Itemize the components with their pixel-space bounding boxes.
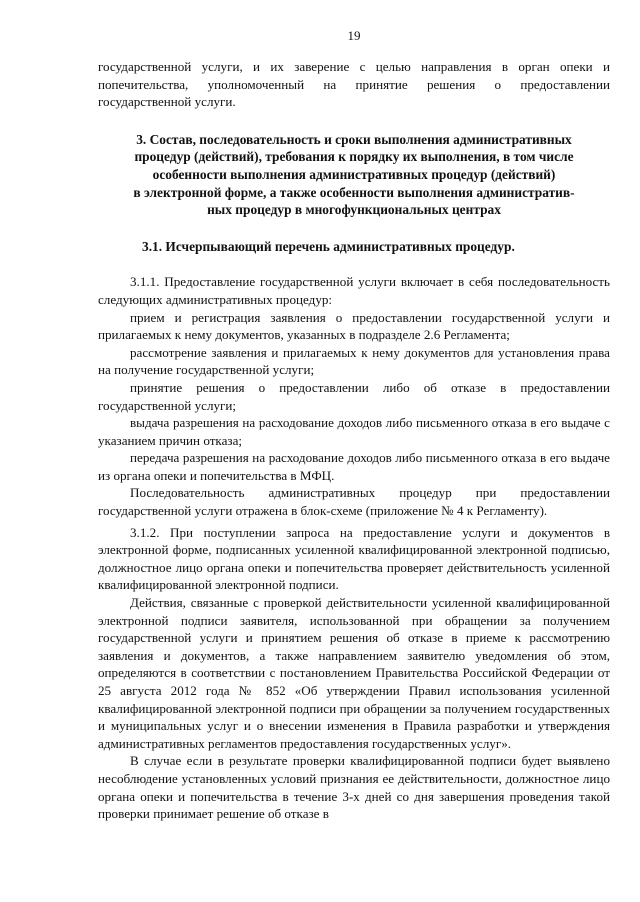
list-item-procedure: принятие решения о предоставлении либо об отказе в предоставлении государственной услуги; <box>98 379 610 413</box>
list-item-procedure: рассмотрение заявления и прилагаемых к нему документов для установления права на получение государственной услуги; <box>98 344 610 378</box>
section-heading-line: процедур (действий), требования к порядку их выполнения, в том числе <box>134 149 574 165</box>
page-number: 19 <box>347 28 361 43</box>
list-item-procedure: прием и регистрация заявления о предоставлении государственной услуги и прилагаемых к нему документов, указанных в подразделе 2.6 Регламента; <box>98 309 610 343</box>
list-item-procedure: передача разрешения на расходование доходов либо письменного отказа в его выдаче из органа опеки и попечительства в МФЦ. <box>98 450 610 483</box>
list-item-procedure: выдача разрешения на расходование доходов либо письменного отказа в его выдаче с указанием причин отказа; <box>98 415 610 448</box>
paragraph-3-1-2: 3.1.2. При поступлении запроса на предоставление услуги и документов в электронной форме, подписанных усиленной квалифицированной электронной подписью, должностное лицо органа опеки и попечительства проверяет действительность усиленной квалифицированной электронной подписи. <box>98 524 610 593</box>
paragraph-3-1-1: 3.1.1. Предоставление государственной услуги включает в себя последовательность следующих административных процедур: <box>98 274 610 307</box>
paragraph-actions: Действия, связанные с проверкой действительности усиленной квалифицированной электронной подписи заявителя, использованной при обращении за получением государственной услуги и принятием решения об отказе в приеме к рассмотрению заявления и документов, а также направлением заявителю уведомления об этом, определяются в соответствии с постановлением Правительства Российской Федерации от 25 августа 2012 года № 852 «Об утверждении Правил использования усиленной квалифицированной электронной подписи при обращении за получением государственных и муниципальных услуг и о внесении изменения в Правила разработки и утверждения административных регламентов предоставления государственных услуг». <box>98 595 610 751</box>
subsection-heading: 3.1. Исчерпывающий перечень административных процедур. <box>142 238 515 254</box>
intro-paragraph: государственной услуги, и их заверение с целью направления в орган опеки и попечительства, уполномоченный на принятие решения о предоставлении государственной услуги. <box>98 59 610 110</box>
section-heading-line: в электронной форме, а также особенности выполнения административ- <box>133 184 575 200</box>
section-heading-line: особенности выполнения административных процедур (действий) <box>152 166 556 182</box>
section-heading-line: 3. Состав, последовательность и сроки выполнения административных <box>136 131 572 147</box>
paragraph-sequence: Последовательность административных процедур при предоставлении государственной услуги отражена в блок-схеме (приложение № 4 к Регламенту). <box>98 485 610 519</box>
section-heading <box>98 131 610 219</box>
section-heading-line: ных процедур в многофункциональных центрах <box>207 202 501 218</box>
paragraph-verification: В случае если в результате проверки квалифицированной подписи будет выявлено несоблюдение установленных условий признания ее действительности, должностное лицо органа опеки и попечительства в течение 3-х дней со дня завершения проведения такой проверки принимает решение об отказе в <box>98 753 610 822</box>
